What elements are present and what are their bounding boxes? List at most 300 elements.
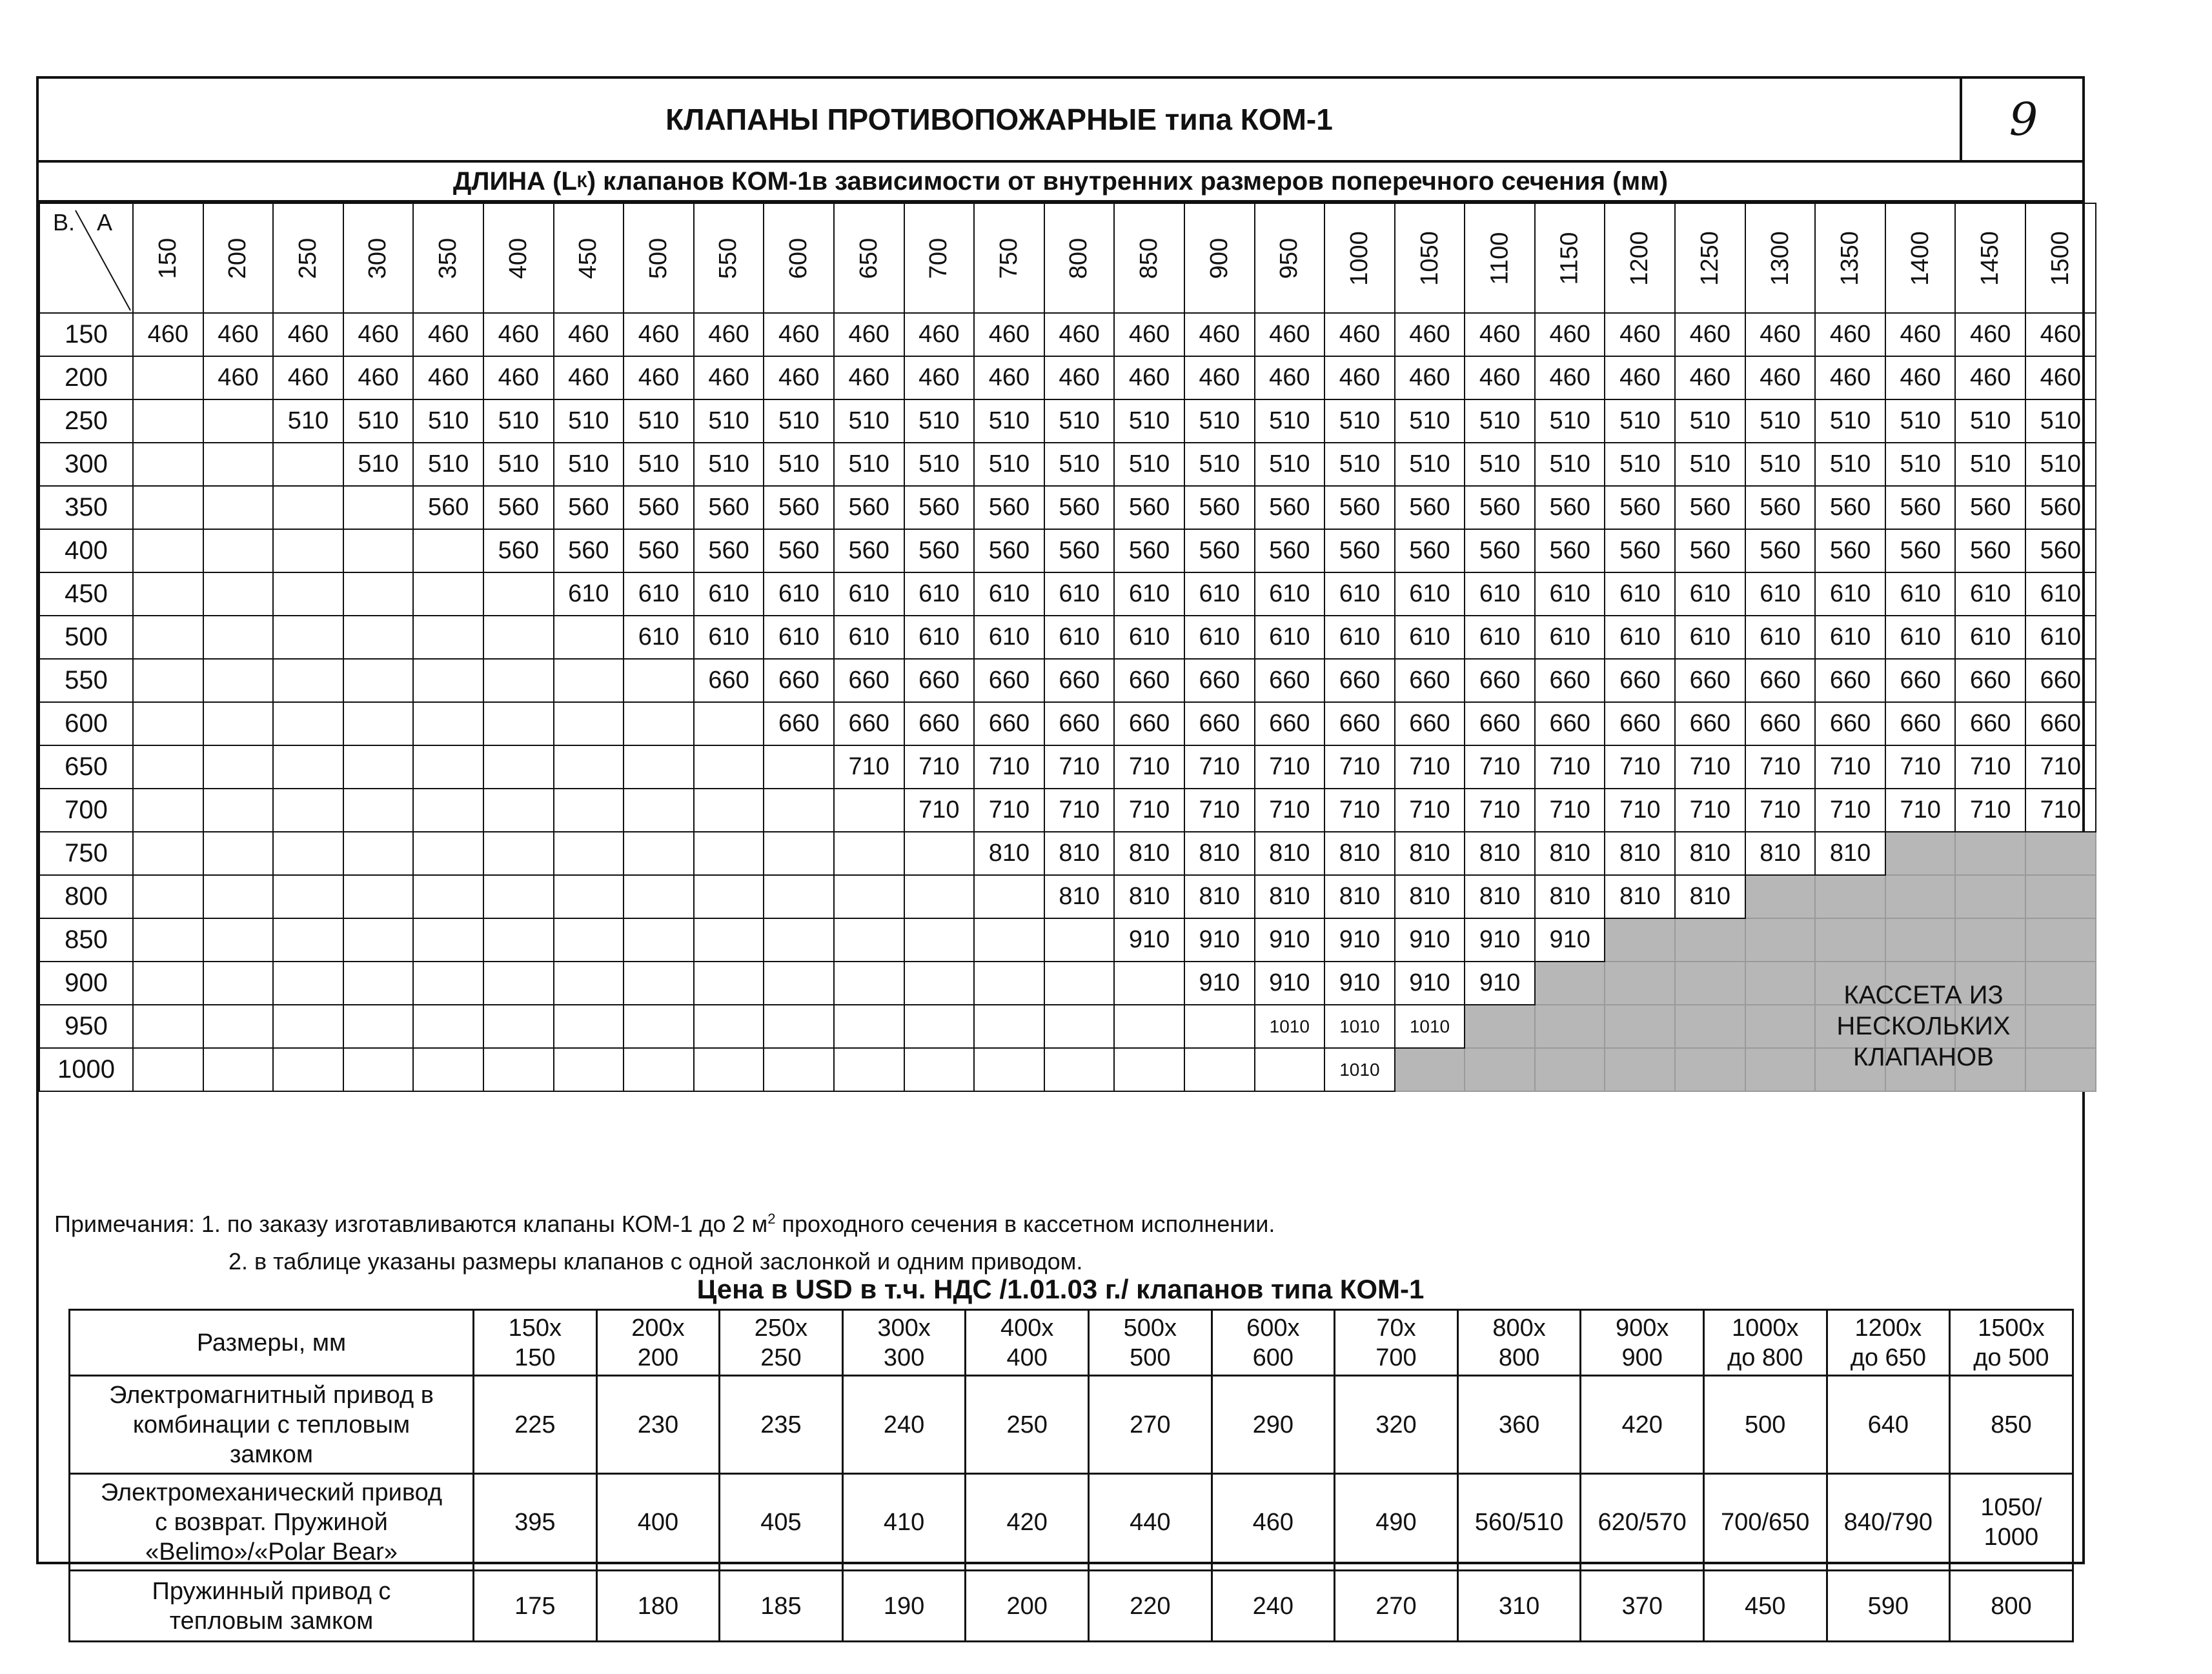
length-cell: 710 <box>1535 745 1605 789</box>
length-cell: 510 <box>624 443 694 486</box>
length-cell: 710 <box>1815 745 1885 789</box>
length-cell: 460 <box>1885 313 1956 356</box>
empty-cell <box>554 702 624 745</box>
length-cell: 510 <box>413 443 483 486</box>
column-header <box>694 203 764 313</box>
table-row <box>39 529 2096 572</box>
length-cell: 510 <box>1044 443 1115 486</box>
length-cell: 660 <box>1535 702 1605 745</box>
length-cell: 560 <box>974 529 1044 572</box>
table-row <box>39 443 2096 486</box>
column-header-label: 450 <box>574 237 602 279</box>
column-header <box>624 203 694 313</box>
length-cell: 660 <box>1885 702 1956 745</box>
length-cell: 460 <box>904 313 975 356</box>
length-cell: 460 <box>974 313 1044 356</box>
column-header-label: 550 <box>715 237 742 279</box>
price-cell: 250 <box>966 1376 1089 1474</box>
empty-cell <box>273 702 343 745</box>
length-cell: 910 <box>1114 918 1184 962</box>
length-cell: 810 <box>1114 875 1184 918</box>
note-1-sup: 2 <box>767 1211 776 1227</box>
length-cell: 510 <box>694 443 764 486</box>
length-cell: 560 <box>1114 529 1184 572</box>
column-header-label: 1050 <box>1415 230 1443 286</box>
cassette-cell <box>1745 918 1816 962</box>
empty-cell <box>133 529 203 572</box>
length-cell: 710 <box>1044 789 1115 832</box>
price-cell: 240 <box>1212 1571 1335 1642</box>
length-cell: 560 <box>2025 486 2096 529</box>
size-header: Размеры, мм <box>70 1310 474 1376</box>
length-cell: 510 <box>834 443 904 486</box>
empty-cell <box>483 875 554 918</box>
length-cell: 560 <box>1044 486 1115 529</box>
empty-cell <box>273 572 343 616</box>
empty-cell <box>554 832 624 875</box>
length-cell: 510 <box>483 399 554 443</box>
empty-cell <box>343 572 414 616</box>
length-cell: 510 <box>1324 399 1395 443</box>
empty-cell <box>694 875 764 918</box>
length-cell: 560 <box>1255 529 1325 572</box>
length-cell: 710 <box>1885 745 1956 789</box>
row-header: 750 <box>39 832 133 875</box>
length-cell: 660 <box>1885 659 1956 702</box>
title-bar <box>39 79 2082 163</box>
length-cell: 460 <box>1605 313 1675 356</box>
price-cell: 850 <box>1950 1376 2073 1474</box>
note-1 <box>54 1200 1275 1243</box>
price-cell: 440 <box>1088 1474 1212 1571</box>
length-cell: 610 <box>834 572 904 616</box>
length-cell: 510 <box>554 399 624 443</box>
column-header-label: 1150 <box>1556 232 1583 285</box>
empty-cell <box>834 1048 904 1091</box>
price-cell: 1050/ 1000 <box>1950 1474 2073 1571</box>
length-cell: 610 <box>694 572 764 616</box>
length-cell: 1010 <box>1395 1005 1465 1048</box>
length-cell: 560 <box>834 486 904 529</box>
column-header <box>133 203 203 313</box>
empty-cell <box>624 789 694 832</box>
length-cell: 610 <box>974 572 1044 616</box>
length-cell: 910 <box>1184 918 1255 962</box>
length-cell: 810 <box>1184 832 1255 875</box>
cassette-cell <box>1605 1048 1675 1091</box>
price-table-title: Цена в USD в т.ч. НДС /1.01.03 г./ клапанов типа КОМ-1 <box>696 1274 1425 1304</box>
empty-cell <box>483 702 554 745</box>
price-cell: 270 <box>1335 1571 1458 1642</box>
length-cell: 560 <box>1745 529 1816 572</box>
column-header-label: 350 <box>434 237 462 279</box>
column-header-label: 150 <box>154 237 181 279</box>
empty-cell <box>554 789 624 832</box>
length-cell: 610 <box>1255 616 1325 659</box>
column-header-label: 600 <box>785 237 813 279</box>
corner-label-b: В. <box>53 209 76 236</box>
price-cell: 420 <box>966 1474 1089 1571</box>
empty-cell <box>203 702 274 745</box>
cassette-cell <box>1605 918 1675 962</box>
empty-cell <box>413 832 483 875</box>
empty-cell <box>764 1048 834 1091</box>
length-cell: 660 <box>1675 702 1745 745</box>
length-cell: 910 <box>1255 962 1325 1005</box>
length-cell: 610 <box>1114 572 1184 616</box>
row-header: 350 <box>39 486 133 529</box>
length-cell: 660 <box>1114 702 1184 745</box>
column-header <box>1184 203 1255 313</box>
price-cell: 200 <box>966 1571 1089 1642</box>
cassette-cell <box>1535 1005 1605 1048</box>
length-cell: 660 <box>1465 702 1535 745</box>
column-header-label: 950 <box>1275 237 1303 279</box>
length-cell: 710 <box>974 745 1044 789</box>
corner-label-a: А <box>97 209 113 236</box>
price-cell: 190 <box>842 1571 966 1642</box>
column-header <box>1324 203 1395 313</box>
length-cell: 610 <box>1745 572 1816 616</box>
price-cell: 320 <box>1335 1376 1458 1474</box>
length-cell: 460 <box>1324 313 1395 356</box>
empty-cell <box>343 616 414 659</box>
length-cell: 660 <box>1324 659 1395 702</box>
length-cell: 460 <box>273 356 343 399</box>
length-cell: 610 <box>1885 616 1956 659</box>
empty-cell <box>483 789 554 832</box>
cassette-cell <box>1815 875 1885 918</box>
length-cell: 610 <box>1745 616 1816 659</box>
length-cell: 560 <box>1324 486 1395 529</box>
empty-cell <box>343 918 414 962</box>
empty-cell <box>554 616 624 659</box>
length-cell: 660 <box>1184 702 1255 745</box>
cassette-cell <box>1815 918 1885 962</box>
length-cell: 610 <box>1324 616 1395 659</box>
length-cell: 710 <box>1955 789 2025 832</box>
cassette-cell <box>1955 832 2025 875</box>
length-cell: 710 <box>1395 745 1465 789</box>
length-cell: 660 <box>1044 702 1115 745</box>
length-cell: 710 <box>1605 745 1675 789</box>
empty-cell <box>483 962 554 1005</box>
empty-cell <box>343 832 414 875</box>
empty-cell <box>203 529 274 572</box>
length-cell: 660 <box>1255 659 1325 702</box>
length-cell: 660 <box>834 659 904 702</box>
size-cell: 70х 700 <box>1335 1310 1458 1376</box>
row-header: 450 <box>39 572 133 616</box>
length-cell: 510 <box>1955 399 2025 443</box>
empty-cell <box>343 702 414 745</box>
empty-cell <box>133 356 203 399</box>
empty-cell <box>203 572 274 616</box>
length-cell: 710 <box>1044 745 1115 789</box>
price-cell: 800 <box>1950 1571 2073 1642</box>
column-header <box>904 203 975 313</box>
length-cell: 710 <box>2025 789 2096 832</box>
length-cell: 810 <box>1044 832 1115 875</box>
length-cell: 460 <box>1675 313 1745 356</box>
length-cell: 510 <box>2025 443 2096 486</box>
length-cell: 610 <box>764 616 834 659</box>
column-header <box>1535 203 1605 313</box>
empty-cell <box>133 832 203 875</box>
row-header: 600 <box>39 702 133 745</box>
empty-cell <box>413 529 483 572</box>
length-cell: 560 <box>1675 486 1745 529</box>
empty-cell <box>203 1048 274 1091</box>
length-cell: 810 <box>1044 875 1115 918</box>
length-cell: 660 <box>2025 659 2096 702</box>
length-cell: 810 <box>1395 832 1465 875</box>
size-cell: 1200х до 650 <box>1827 1310 1950 1376</box>
price-cell: 235 <box>720 1376 843 1474</box>
length-cell: 910 <box>1395 962 1465 1005</box>
length-cell: 510 <box>483 443 554 486</box>
length-cell: 610 <box>1324 572 1395 616</box>
empty-cell <box>764 875 834 918</box>
length-table <box>39 203 2096 1092</box>
column-header-label: 1000 <box>1345 230 1373 286</box>
empty-cell <box>483 745 554 789</box>
length-cell: 560 <box>1114 486 1184 529</box>
length-cell: 460 <box>203 356 274 399</box>
length-cell: 560 <box>1395 529 1465 572</box>
empty-cell <box>974 1048 1044 1091</box>
length-cell: 610 <box>1815 572 1885 616</box>
empty-cell <box>624 659 694 702</box>
length-cell: 660 <box>1815 659 1885 702</box>
subtitle-subscript: К <box>576 171 587 191</box>
cassette-cell <box>1605 1005 1675 1048</box>
length-cell: 460 <box>413 356 483 399</box>
length-cell: 510 <box>1114 399 1184 443</box>
actuator-label: Электромеханический привод с возврат. Пружиной «Belimo»/«Polar Bear» <box>70 1474 474 1571</box>
column-header-label: 900 <box>1205 237 1233 279</box>
length-cell: 460 <box>273 313 343 356</box>
empty-cell <box>694 1005 764 1048</box>
empty-cell <box>273 659 343 702</box>
length-cell: 460 <box>1815 313 1885 356</box>
length-cell: 710 <box>1465 789 1535 832</box>
length-cell: 610 <box>2025 572 2096 616</box>
table-row <box>39 875 2096 918</box>
length-cell: 560 <box>1605 529 1675 572</box>
column-header-label: 1450 <box>1976 230 2004 286</box>
length-cell: 460 <box>1184 356 1255 399</box>
table-row <box>39 789 2096 832</box>
length-cell: 510 <box>1044 399 1115 443</box>
cassette-label <box>1743 962 2104 1091</box>
column-header-label: 1200 <box>1626 230 1654 286</box>
length-cell: 660 <box>1395 659 1465 702</box>
length-cell: 460 <box>1955 356 2025 399</box>
empty-cell <box>413 1005 483 1048</box>
table-row <box>39 572 2096 616</box>
column-header-label: 400 <box>504 237 532 279</box>
empty-cell <box>483 918 554 962</box>
length-cell: 560 <box>1885 529 1956 572</box>
table-row <box>39 659 2096 702</box>
length-cell: 560 <box>1535 529 1605 572</box>
price-cell: 640 <box>1827 1376 1950 1474</box>
empty-cell <box>483 1005 554 1048</box>
length-cell: 810 <box>1535 875 1605 918</box>
length-cell: 510 <box>694 399 764 443</box>
length-cell: 810 <box>1535 832 1605 875</box>
length-cell: 610 <box>1955 616 2025 659</box>
length-cell: 510 <box>1535 399 1605 443</box>
length-cell: 510 <box>904 443 975 486</box>
length-cell: 510 <box>1255 443 1325 486</box>
cassette-cell <box>1955 875 2025 918</box>
empty-cell <box>343 659 414 702</box>
price-cell: 290 <box>1212 1376 1335 1474</box>
price-cell: 180 <box>596 1571 720 1642</box>
row-header: 900 <box>39 962 133 1005</box>
empty-cell <box>133 486 203 529</box>
length-cell: 660 <box>1605 659 1675 702</box>
price-row <box>70 1376 2073 1474</box>
empty-cell <box>694 789 764 832</box>
length-cell: 560 <box>554 486 624 529</box>
column-header <box>2025 203 2096 313</box>
length-cell: 710 <box>1114 745 1184 789</box>
length-cell: 660 <box>1044 659 1115 702</box>
row-header: 300 <box>39 443 133 486</box>
length-cell: 810 <box>1605 832 1675 875</box>
length-cell: 560 <box>624 486 694 529</box>
empty-cell <box>133 789 203 832</box>
length-cell: 810 <box>974 832 1044 875</box>
column-header-label: 650 <box>855 237 882 279</box>
empty-cell <box>483 659 554 702</box>
length-cell: 510 <box>1324 443 1395 486</box>
empty-cell <box>413 572 483 616</box>
length-cell: 610 <box>554 572 624 616</box>
length-cell: 460 <box>764 313 834 356</box>
length-cell: 510 <box>1745 443 1816 486</box>
length-cell: 610 <box>1605 616 1675 659</box>
length-cell: 510 <box>974 399 1044 443</box>
empty-cell <box>133 659 203 702</box>
length-cell: 610 <box>974 616 1044 659</box>
corner-cell <box>39 203 133 313</box>
length-cell: 610 <box>1465 572 1535 616</box>
empty-cell <box>764 832 834 875</box>
length-cell: 560 <box>1395 486 1465 529</box>
empty-cell <box>413 1048 483 1091</box>
length-cell: 660 <box>904 702 975 745</box>
column-header <box>1465 203 1535 313</box>
length-cell: 810 <box>1465 832 1535 875</box>
cassette-line: КАССЕТА ИЗ <box>1843 981 2004 1009</box>
length-cell: 660 <box>974 702 1044 745</box>
empty-cell <box>133 616 203 659</box>
empty-cell <box>133 1048 203 1091</box>
column-header <box>1114 203 1184 313</box>
empty-cell <box>203 875 274 918</box>
length-cell: 810 <box>1324 875 1395 918</box>
length-cell: 560 <box>694 529 764 572</box>
length-cell: 710 <box>1255 745 1325 789</box>
length-cell: 660 <box>1114 659 1184 702</box>
length-cell: 660 <box>1255 702 1325 745</box>
empty-cell <box>1114 1005 1184 1048</box>
price-header-row <box>70 1310 2073 1376</box>
price-cell: 310 <box>1457 1571 1581 1642</box>
empty-cell <box>133 572 203 616</box>
empty-cell <box>694 832 764 875</box>
empty-cell <box>764 789 834 832</box>
column-header-label: 700 <box>925 237 953 279</box>
length-cell: 560 <box>974 486 1044 529</box>
column-header-label: 300 <box>364 237 392 279</box>
column-header-label: 1300 <box>1766 230 1794 286</box>
length-cell: 710 <box>1955 745 2025 789</box>
empty-cell <box>694 1048 764 1091</box>
length-cell: 610 <box>1955 572 2025 616</box>
length-cell: 610 <box>1184 572 1255 616</box>
price-cell: 405 <box>720 1474 843 1571</box>
length-cell: 810 <box>1114 832 1184 875</box>
length-cell: 510 <box>1465 443 1535 486</box>
table-row <box>39 356 2096 399</box>
empty-cell <box>203 486 274 529</box>
length-cell: 510 <box>764 443 834 486</box>
empty-cell <box>1044 962 1115 1005</box>
empty-cell <box>273 486 343 529</box>
length-cell: 560 <box>1465 529 1535 572</box>
column-header <box>413 203 483 313</box>
length-cell: 460 <box>1535 356 1605 399</box>
subtitle-pre: ДЛИНА (L <box>452 166 577 196</box>
length-cell: 560 <box>1955 486 2025 529</box>
length-cell: 660 <box>1745 702 1816 745</box>
length-cell: 460 <box>834 356 904 399</box>
empty-cell <box>273 1048 343 1091</box>
empty-cell <box>764 962 834 1005</box>
empty-cell <box>834 789 904 832</box>
length-cell: 710 <box>1815 789 1885 832</box>
length-cell: 460 <box>343 356 414 399</box>
length-cell: 510 <box>1605 399 1675 443</box>
length-cell: 610 <box>694 616 764 659</box>
empty-cell <box>413 789 483 832</box>
empty-cell <box>554 745 624 789</box>
empty-cell <box>554 1048 624 1091</box>
length-cell: 660 <box>1955 702 2025 745</box>
empty-cell <box>624 962 694 1005</box>
price-cell: 230 <box>596 1376 720 1474</box>
length-cell: 460 <box>483 313 554 356</box>
length-cell: 460 <box>554 313 624 356</box>
length-cell: 810 <box>1184 875 1255 918</box>
length-cell: 910 <box>1255 918 1325 962</box>
length-cell: 810 <box>1395 875 1465 918</box>
cassette-cell <box>1675 1048 1745 1091</box>
column-header <box>1395 203 1465 313</box>
length-cell: 710 <box>1745 745 1816 789</box>
length-cell: 710 <box>1465 745 1535 789</box>
empty-cell <box>133 702 203 745</box>
length-cell: 460 <box>133 313 203 356</box>
column-header-label: 1350 <box>1836 230 1864 286</box>
price-cell: 220 <box>1088 1571 1212 1642</box>
length-cell: 460 <box>624 356 694 399</box>
